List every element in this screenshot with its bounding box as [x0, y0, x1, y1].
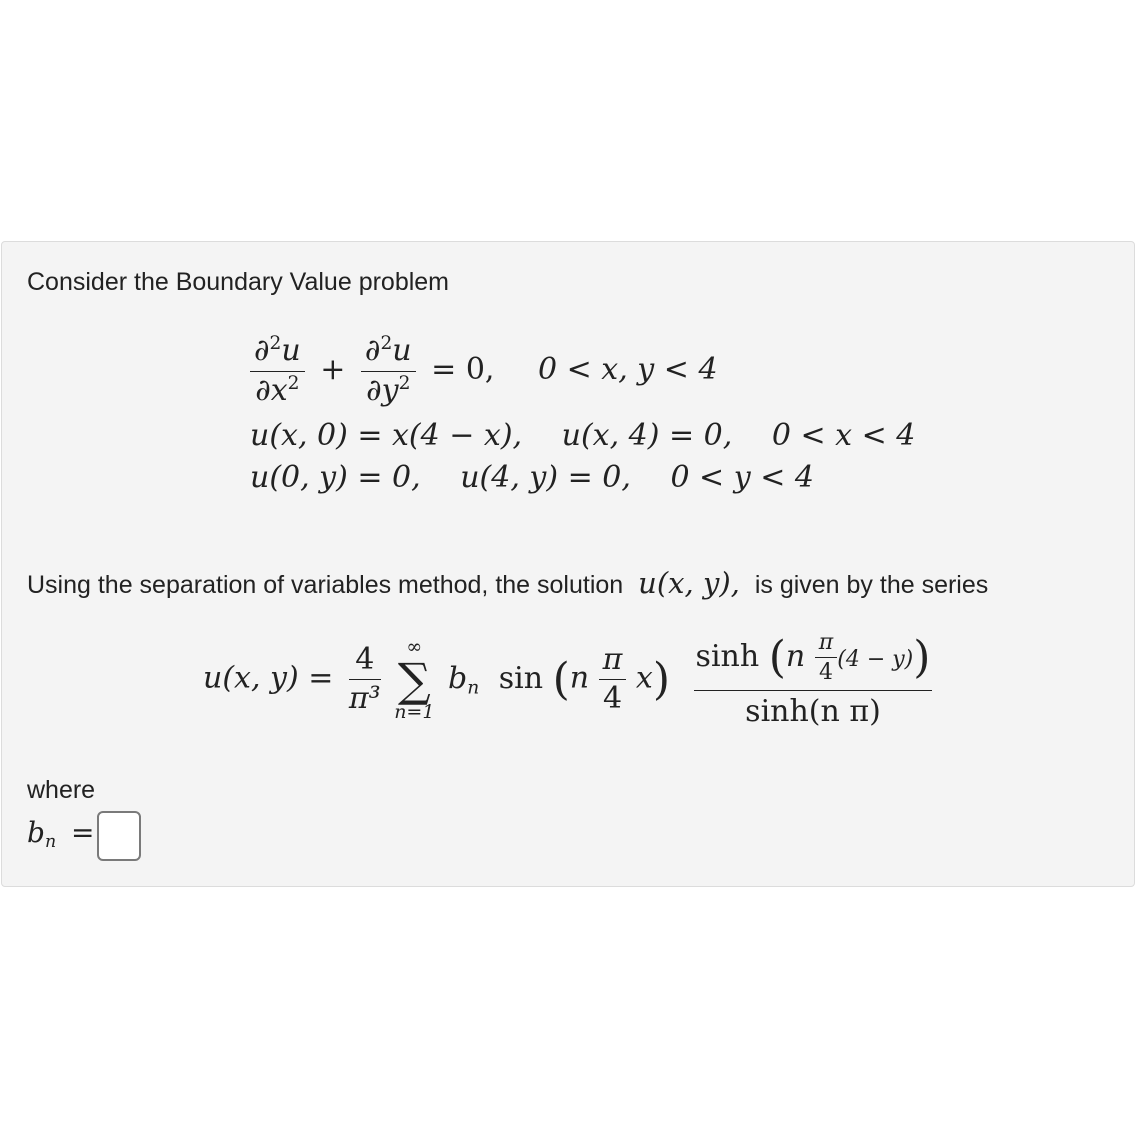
- bc-u-x-0: u(x, 0) = x(4 − x),: [250, 418, 523, 453]
- sin-label: sin: [498, 660, 544, 696]
- sin-arg-x: x: [635, 660, 653, 696]
- sin-frac-num: π: [599, 643, 627, 681]
- sin-frac-den: 4: [602, 681, 623, 717]
- bc-u-x-4: u(x, 4) = 0,: [561, 418, 733, 453]
- coef-fraction: [349, 643, 381, 717]
- d2u-dy2-fraction: $\frac{\partial^2u}{\partial y^2}$: [361, 334, 416, 408]
- answer-input[interactable]: [97, 811, 141, 861]
- pde-equation: [250, 334, 718, 408]
- sin-arg-n: n: [569, 660, 590, 696]
- where-label: where: [27, 776, 96, 804]
- pde-rhs: = 0,: [431, 352, 495, 387]
- bc-line-1: [250, 418, 915, 453]
- bc-y-domain: 0 < y < 4: [670, 460, 814, 495]
- term-bn: $b_n$: [447, 660, 480, 699]
- intro-text: Consider the Boundary Value problem: [27, 268, 450, 296]
- sinh-denominator: sinh(n π): [745, 693, 881, 729]
- sinh-ratio-fraction: [694, 630, 933, 729]
- sinh-numerator: sinh (n $\frac{\pi}{4}$ (4 − y)): [694, 630, 933, 691]
- sin-pi-over-4: [599, 643, 627, 717]
- method-solution-math: u(x, y),: [638, 566, 740, 600]
- method-text-before: Using the separation of variables method, the solution: [27, 571, 624, 599]
- bc-u-0-y: u(0, y) = 0,: [250, 460, 421, 495]
- bc-line-2: [250, 460, 814, 495]
- method-sentence: [27, 566, 988, 600]
- coef-num: 4: [349, 643, 381, 681]
- sin-close-paren: ): [652, 653, 670, 705]
- coef-den: π³: [348, 681, 381, 717]
- series-formula: [203, 630, 932, 729]
- series-lhs: u(x, y) =: [203, 660, 334, 696]
- sigma-symbol: ∑: [397, 652, 431, 707]
- bc-u-4-y: u(4, y) = 0,: [460, 460, 631, 495]
- d2u-dx2-fraction: $\frac{\partial^2u}{\partial x^2}$: [250, 334, 305, 408]
- method-text-after: is given by the series: [754, 571, 989, 599]
- summation: [394, 635, 435, 723]
- pde-domain: 0 < x, y < 4: [538, 352, 718, 387]
- bc-x-domain: 0 < x < 4: [771, 418, 916, 453]
- answer-label: $b_n$ =: [27, 816, 95, 853]
- sum-upper: ∞: [406, 635, 423, 658]
- sum-lower: n=1: [394, 700, 435, 723]
- plus-sign: +: [320, 352, 346, 387]
- sin-open-paren: (: [552, 653, 570, 705]
